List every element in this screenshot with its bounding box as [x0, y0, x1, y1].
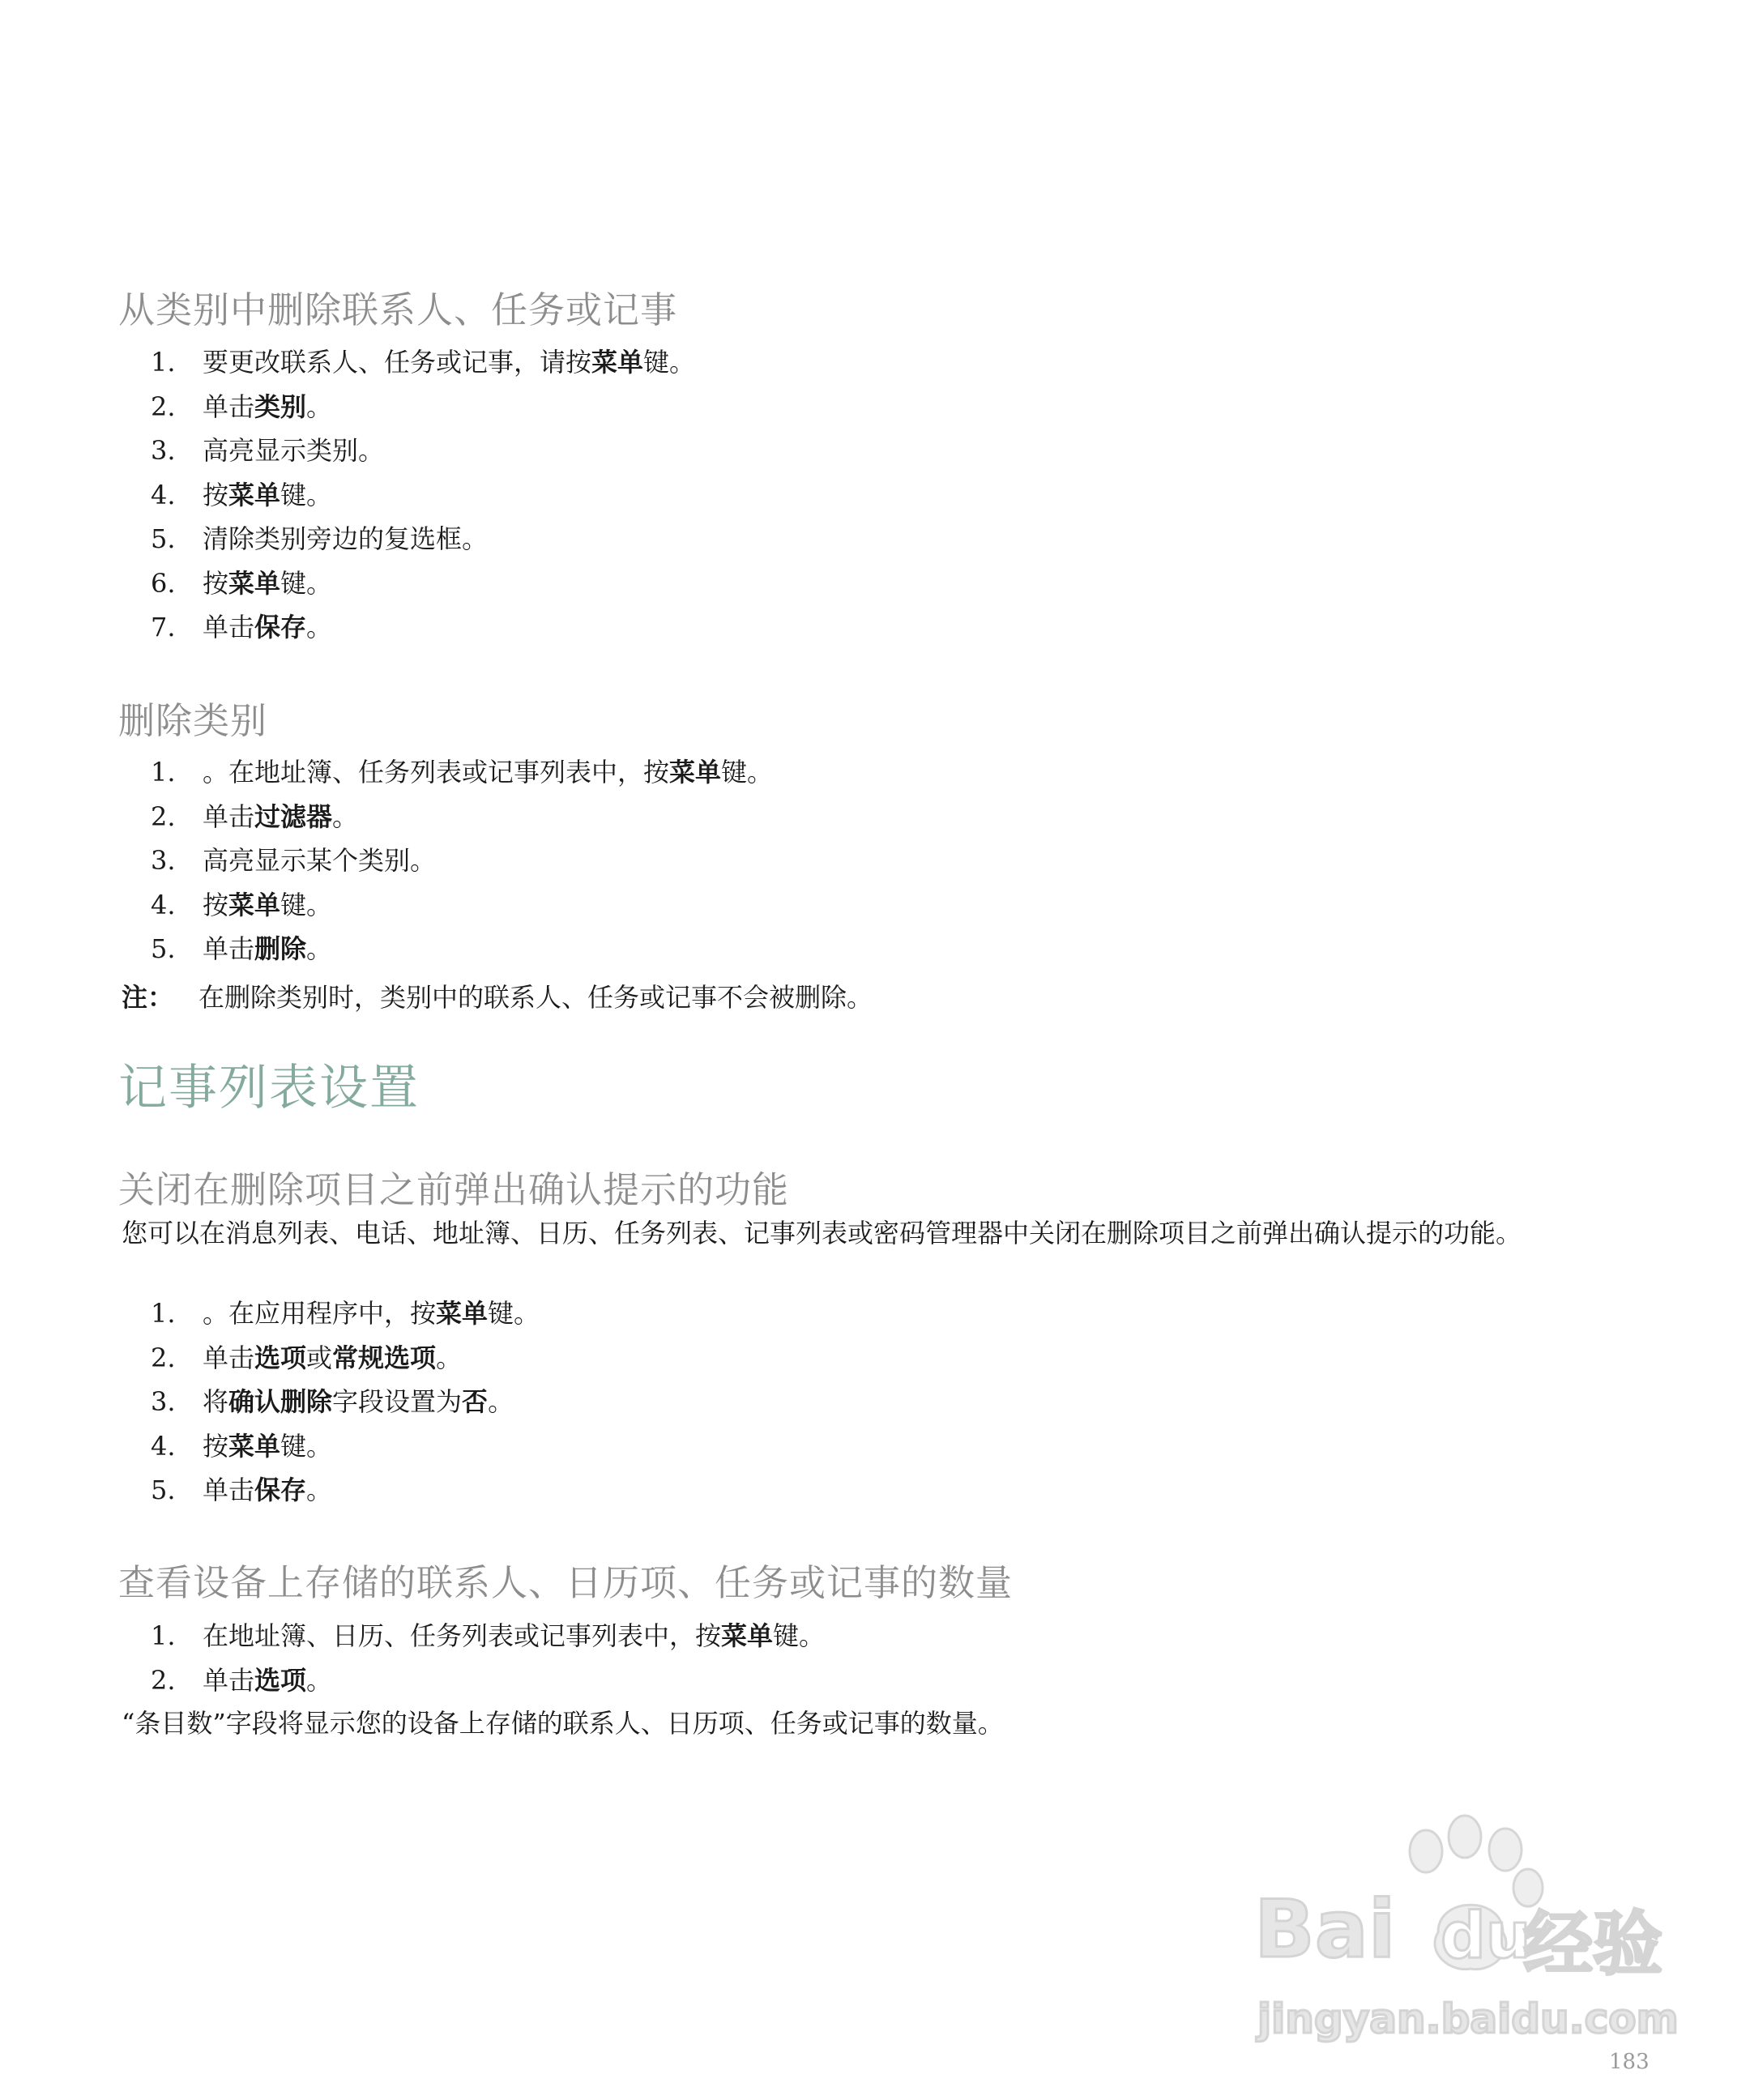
baidu-jingyan-watermark: Bai du 经验 jingyan.baidu.com — [1248, 1811, 1669, 2054]
step-number: 7. — [151, 612, 176, 642]
step-number: 1. — [151, 347, 176, 378]
page-number: 183 — [1609, 2050, 1650, 2074]
step-number: 2. — [151, 1342, 176, 1373]
heading-delete-category: 删除类别 — [118, 699, 268, 742]
step-number: 2. — [151, 1664, 176, 1696]
step-number: 3. — [151, 435, 176, 466]
step-text: 高亮显示某个类别。 — [203, 845, 437, 876]
step-text: 单击删除。 — [203, 933, 333, 964]
note-text: 在删除类别时，类别中的联系人、任务或记事不会被删除。 — [198, 982, 873, 1013]
step-number: 5. — [151, 933, 176, 964]
step-text: 在地址簿、日历、任务列表或记事列表中，按菜单键。 — [203, 1620, 826, 1651]
step-number: 1. — [151, 1620, 176, 1651]
step-number: 2. — [151, 800, 176, 832]
step-text: 高亮显示类别。 — [203, 435, 385, 466]
step-number: 1. — [151, 1298, 176, 1329]
step-text: 按菜单键。 — [203, 1430, 333, 1462]
step-text: 。在应用程序中，按菜单键。 — [203, 1298, 540, 1329]
step-text: 清除类别旁边的复选框。 — [203, 523, 489, 554]
step-text: 单击保存。 — [203, 1475, 333, 1505]
step-text: 要更改联系人、任务或记事，请按菜单键。 — [203, 347, 696, 378]
step-text: 按菜单键。 — [203, 479, 333, 510]
step-number: 1. — [151, 757, 176, 788]
heading-remove-from-category: 从类别中删除联系人、任务或记事 — [118, 288, 678, 331]
step-text: 单击选项或常规选项。 — [203, 1342, 463, 1373]
step-text: 单击选项。 — [203, 1664, 333, 1696]
footer-paragraph: “条目数”字段将显示您的设备上存储的联系人、日历项、任务或记事的数量。 — [122, 1708, 1004, 1739]
step-number: 4. — [151, 1430, 176, 1462]
step-number: 4. — [151, 479, 176, 510]
note-label: 注： — [122, 982, 174, 1013]
step-text: 单击过滤器。 — [203, 800, 359, 832]
step-number: 3. — [151, 1386, 176, 1417]
step-number: 4. — [151, 889, 176, 920]
step-text: 。在地址簿、任务列表或记事列表中，按菜单键。 — [203, 757, 774, 788]
heading-turn-off-confirm: 关闭在删除项目之前弹出确认提示的功能 — [118, 1168, 790, 1211]
step-number: 5. — [151, 523, 176, 554]
step-text: 单击保存。 — [203, 612, 333, 642]
step-number: 6. — [151, 567, 176, 599]
step-text: 按菜单键。 — [203, 889, 333, 920]
step-number: 2. — [151, 391, 176, 422]
step-text: 将确认删除字段设置为否。 — [203, 1386, 514, 1417]
step-text: 按菜单键。 — [203, 567, 333, 599]
intro-paragraph: 您可以在消息列表、电话、地址簿、日历、任务列表、记事列表或密码管理器中关闭在删除项目之前弹出确认提示的功能。 — [122, 1218, 1522, 1248]
step-number: 3. — [151, 845, 176, 876]
heading-view-count: 查看设备上存储的联系人、日历项、任务或记事的数量 — [118, 1561, 1014, 1604]
step-number: 5. — [151, 1475, 176, 1505]
heading-memo-settings: 记事列表设置 — [118, 1060, 420, 1116]
step-text: 单击类别。 — [203, 391, 333, 422]
